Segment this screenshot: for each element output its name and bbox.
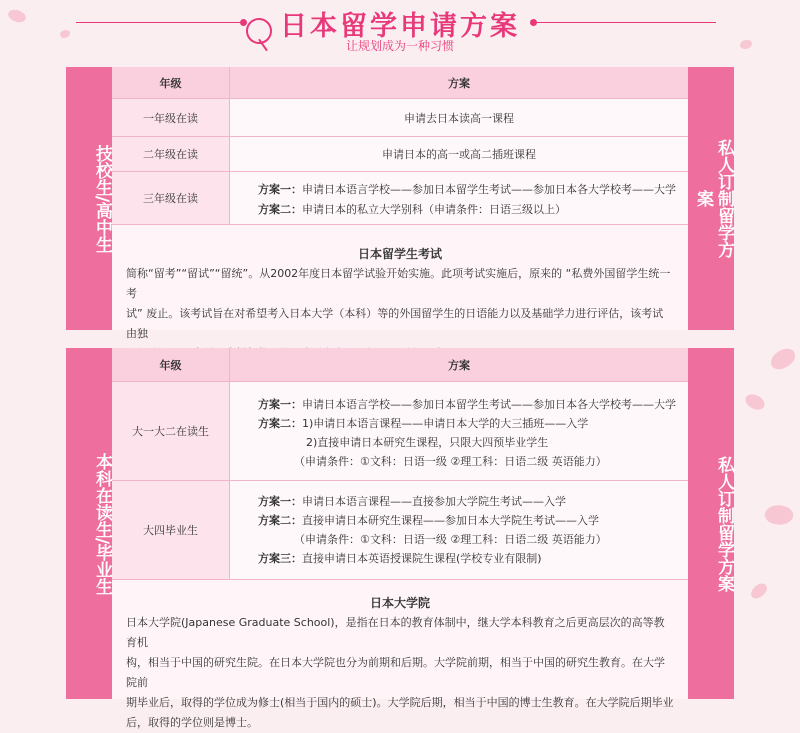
column-header-plan: 方案 xyxy=(230,348,688,382)
note-title: 日本留学生考试 xyxy=(357,247,442,261)
row-grade: 二年级在读 xyxy=(112,137,230,172)
petal-decoration xyxy=(763,502,795,529)
section2-right-label: 私人订制留学方案 xyxy=(688,348,734,699)
row-plans xyxy=(230,382,688,481)
plan-line: 方案三：直接申请日本英语授课院生课程(学校专业有限制) xyxy=(258,552,542,565)
plan-line: 方案一：申请日本语言学校——参加日本留学生考试——参加日本各大学校考——大学 xyxy=(258,183,676,196)
page-title: 日本留学申请方案 xyxy=(280,11,520,42)
note-body: 日本大学院(Japanese Graduate School)，是指在日本的教育体制中，继大学本科教育之后更高层次的高等教育机 构，相当于中国的研究生院。在日本大学院也分为前期和后期。大学院前期，相当于中国的研究生教育。在大学院前 期毕业后，取得的学位成为修士(相当于国内的硕士)。大学院后期，相当于中国的博士生教育。在大学院后期毕业 后，取得的学位则是博士。 xyxy=(126,616,674,729)
row-grade: 三年级在读 xyxy=(112,172,230,225)
section1-left-label: 技校生/高中生 xyxy=(66,67,112,330)
row-grade: 大一大二在读生 xyxy=(112,382,230,481)
row-grade: 一年级在读 xyxy=(112,99,230,137)
plan-line: （申请条件：①文科：日语一级 ②理工科：日语二级 英语能力） xyxy=(294,533,607,546)
section2-left-label: 本科在读生/毕业生 xyxy=(66,348,112,699)
graduate-school-note xyxy=(112,580,688,729)
section1-table xyxy=(112,67,688,340)
section2-table xyxy=(112,348,688,729)
row-grade: 大四毕业生 xyxy=(112,481,230,580)
row-plans xyxy=(230,172,688,225)
page-subtitle: 让规划成为一种习惯 xyxy=(345,39,454,53)
plan-line: 方案二：直接申请日本研究生课程——参加日本大学院生考试——入学 xyxy=(258,514,599,527)
section1-right-label: 私人订制留学方案 xyxy=(688,67,734,330)
plan-line: 方案一：申请日本语言学校——参加日本留学生考试——参加日本各大学校考——大学 xyxy=(258,398,676,411)
column-header-plan: 方案 xyxy=(230,67,688,99)
exam-note xyxy=(112,225,688,340)
petal-decoration xyxy=(748,581,770,600)
row-plan: 申请日本的高一或高二插班课程 xyxy=(230,137,688,172)
petal-decoration xyxy=(743,390,767,414)
note-title: 日本大学院 xyxy=(369,596,430,610)
plan-line: 方案一：申请日本语言课程——直接参加大学院生考试——入学 xyxy=(258,495,566,508)
plan-line: （申请条件：①文科：日语一级 ②理工科：日语二级 英语能力） xyxy=(294,455,607,468)
row-plan: 申请去日本读高一课程 xyxy=(230,99,688,137)
plan-line: 方案二：申请日本的私立大学别科（申请条件：日语三级以上） xyxy=(258,203,566,216)
plan-line: 方案二：1)申请日本语言课程——申请日本大学的大三插班——入学 xyxy=(258,417,589,430)
section-high-school xyxy=(66,67,734,340)
column-header-grade: 年级 xyxy=(112,348,230,382)
row-plans xyxy=(230,481,688,580)
page-header xyxy=(0,0,800,62)
plan-line: 2)直接申请日本研究生课程，只限大四预毕业学生 xyxy=(306,436,549,449)
column-header-grade: 年级 xyxy=(112,67,230,99)
note-body: 简称“留考”“留试”“留统”。从2002年度日本留学试验开始实施。此项考试实施后，原来的 “私费外国留学生统一考 试” 废止。该考试旨在对希望考入日本大学（本科）等的外国留学生的日语能力以及基础学力进行评估，该考试由独 xyxy=(126,267,671,340)
section-university xyxy=(66,348,734,729)
petal-decoration xyxy=(768,346,799,372)
